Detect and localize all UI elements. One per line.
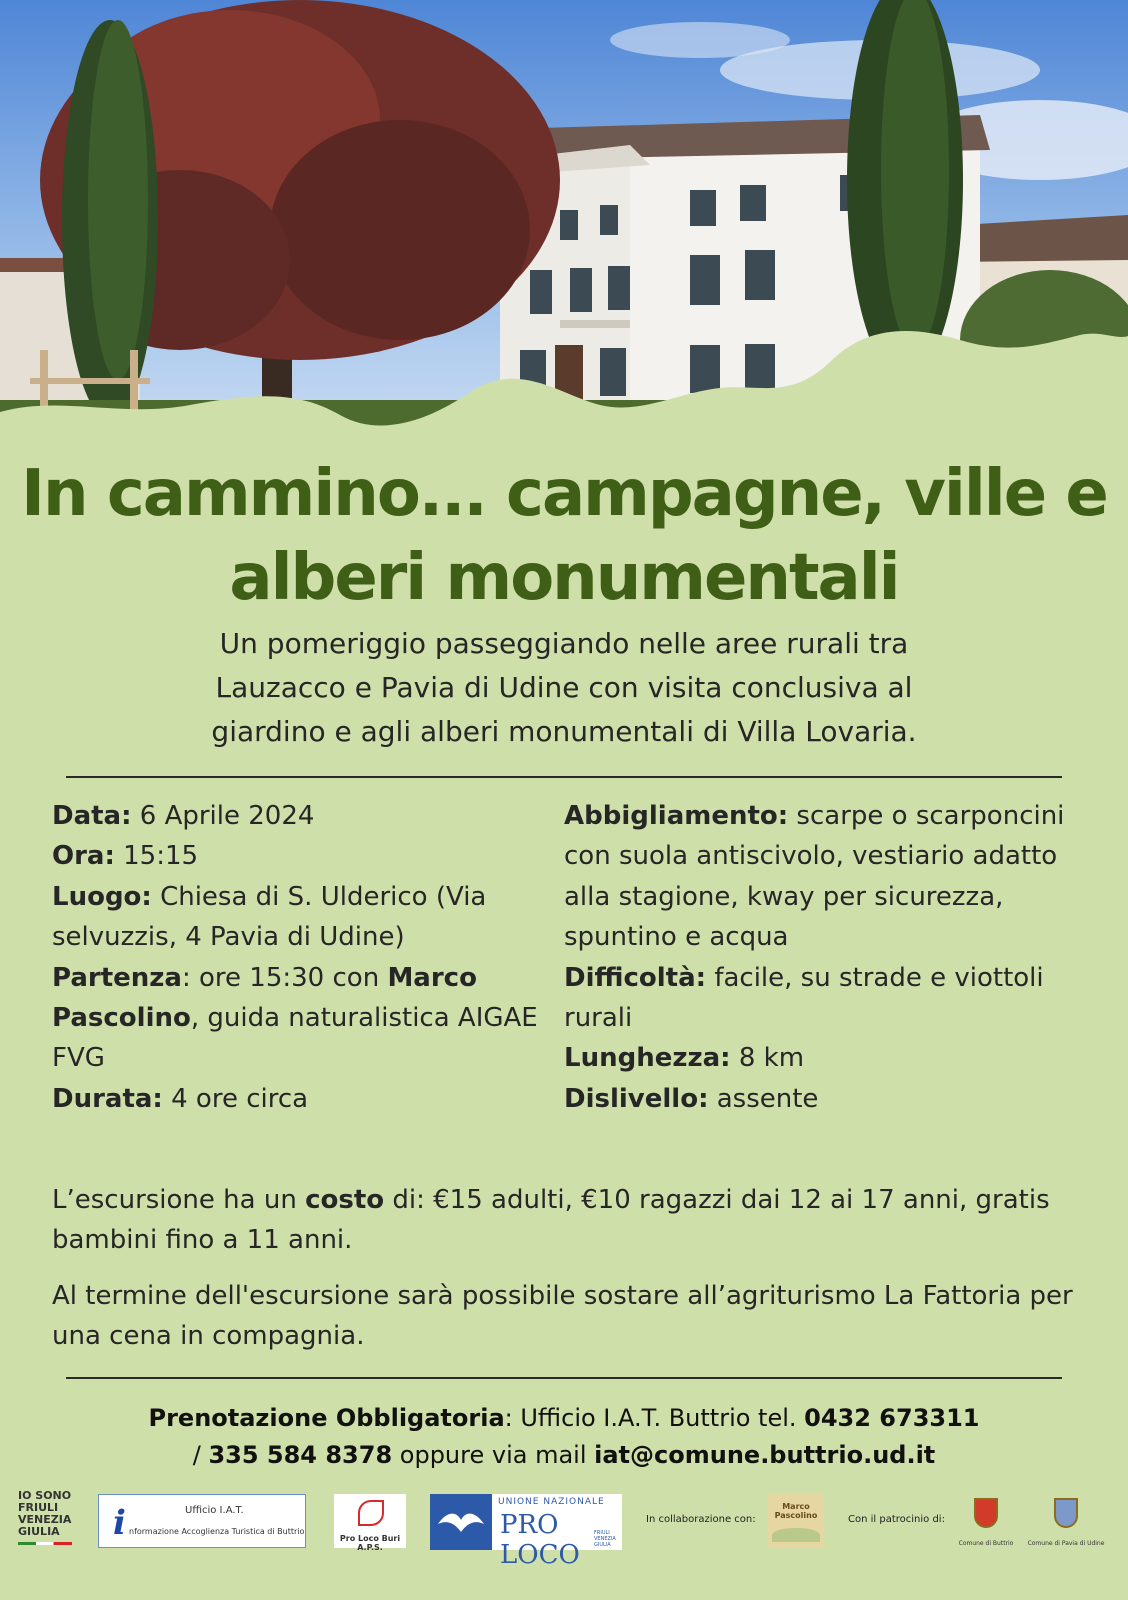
subtitle-line-2: Lauzacco e Pavia di Udine con visita conclusiva al — [215, 671, 913, 704]
crest-shield-icon — [974, 1498, 998, 1528]
detail-length: Lunghezza: 8 km — [564, 1043, 805, 1074]
detail-duration: Durata: 4 ore circa — [52, 1083, 309, 1114]
unpli-proloco-logo: UNIONE NAZIONALE PRO LOCO FRIULI VENEZIA GIULIA — [430, 1494, 622, 1550]
detail-elevation: Dislivello: assente — [564, 1083, 819, 1114]
buttrio-crest: Comune di Buttrio — [964, 1494, 1008, 1544]
patronage-label: Con il patrocinio di: — [848, 1514, 945, 1525]
eagle-icon — [430, 1494, 492, 1550]
dinner-paragraph: Al termine dell'escursione sarà possibile sostare all’agriturismo La Fattoria per una cena in compagnia. — [52, 1281, 1073, 1351]
title-line-1: In cammino... campagne, ville e — [21, 457, 1107, 531]
iat-buttrio-logo: i Ufficio I.A.T. nformazione Accoglienza Turistica di Buttrio — [98, 1494, 306, 1548]
info-icon: i — [113, 1503, 126, 1543]
details-right — [564, 796, 1074, 1119]
subtitle-line-1: Un pomeriggio passeggiando nelle aree rurali tra — [219, 627, 909, 660]
detail-date: Data: 6 Aprile 2024 — [52, 801, 315, 831]
proloco-buri-logo: Pro Loco Buri A.P.S. — [334, 1494, 406, 1548]
email-link[interactable]: iat@comune.buttrio.ud.it — [594, 1441, 936, 1469]
phone-link-1[interactable]: 0432 673311 — [804, 1404, 980, 1432]
hill-icon — [772, 1528, 820, 1542]
italian-flag-icon — [18, 1542, 72, 1545]
collab-label: In collaborazione con: — [646, 1514, 756, 1525]
title-line-2: alberi monumentali — [229, 541, 899, 615]
divider-top — [66, 776, 1062, 778]
phone-link-2[interactable]: 335 584 8378 — [208, 1441, 393, 1469]
villa-photo — [0, 0, 1128, 460]
marco-pascolino-logo: Marco Pascolino — [768, 1494, 824, 1548]
crest-shield-icon — [1054, 1498, 1078, 1528]
cost-paragraph: L’escursione ha un costo di: €15 adulti, €10 ragazzi dai 12 ai 17 anni, gratis bambini fino a 11 anni. — [52, 1185, 1050, 1255]
detail-departure: Partenza: ore 15:30 con Marco Pascolino, guida naturalistica AIGAE FVG — [52, 962, 538, 1074]
detail-clothing: Abbigliamento: scarpe o scarponcini con suola antiscivolo, vestiario adatto alla stagione, kway per sicurezza, spuntino e acqua — [564, 801, 1065, 953]
pavia-crest: Comune di Pavia di Udine — [1044, 1494, 1088, 1544]
divider-bottom — [66, 1377, 1062, 1379]
subtitle-line-3: giardino e agli alberi monumentali di Villa Lovaria. — [211, 715, 917, 748]
details-left — [52, 796, 542, 1119]
booking-info: Prenotazione Obbligatoria: Ufficio I.A.T. Buttrio tel. 0432 673311 / 335 584 8378 oppure via mail iat@comune.buttrio.ud.it — [148, 1404, 980, 1469]
fvg-logo: IO SONO FRIULI VENEZIA GIULIA — [18, 1490, 72, 1545]
event-title — [0, 452, 1128, 620]
detail-difficulty: Difficoltà: facile, su strade e viottoli rurali — [564, 962, 1044, 1034]
detail-time: Ora: 15:15 — [52, 841, 199, 872]
detail-place: Luogo: Chiesa di S. Ulderico (Via selvuzzis, 4 Pavia di Udine) — [52, 881, 487, 953]
proloco-buri-mark-icon — [358, 1500, 384, 1526]
event-subtitle — [60, 622, 1068, 754]
